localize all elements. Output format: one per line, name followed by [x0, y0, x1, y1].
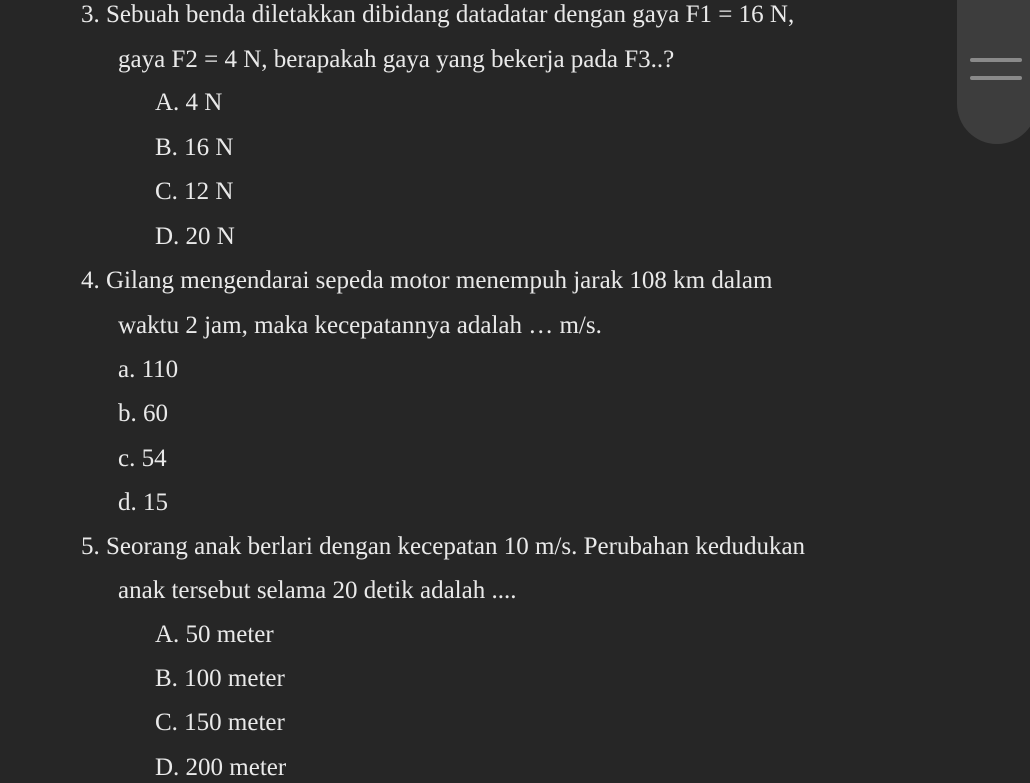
question-5-option-c: C. 150 meter: [155, 709, 285, 736]
question-3-option-c: C. 12 N: [155, 178, 234, 205]
question-5-text-continued: anak tersebut selama 20 detik adalah ....: [118, 577, 517, 604]
question-3-text-continued: gaya F2 = 4 N, berapakah gaya yang bekerja pada F3..?: [118, 46, 675, 73]
question-3-option-a: A. 4 N: [155, 89, 223, 116]
question-4-option-d: d. 15: [118, 489, 168, 516]
drag-handle-icon: [970, 76, 1022, 80]
question-4-text: 4. Gilang mengendarai sepeda motor menempuh jarak 108 km dalam: [81, 267, 773, 294]
question-4-option-a: a. 110: [118, 356, 179, 383]
question-5-option-d: D. 200 meter: [155, 754, 287, 781]
question-3-text: 3. Sebuah benda diletakkan dibidang datadatar dengan gaya F1 = 16 N,: [81, 1, 795, 28]
scroll-handle[interactable]: [957, 0, 1030, 144]
drag-handle-icon: [970, 58, 1022, 62]
question-3-option-b: B. 16 N: [155, 134, 234, 161]
question-4-text-continued: waktu 2 jam, maka kecepatannya adalah … m/s.: [118, 312, 602, 339]
question-5-option-b: B. 100 meter: [155, 665, 285, 692]
question-3-option-d: D. 20 N: [155, 223, 235, 250]
question-4-option-b: b. 60: [118, 400, 168, 427]
question-4-option-c: c. 54: [118, 445, 167, 472]
question-5-text: 5. Seorang anak berlari dengan kecepatan 10 m/s. Perubahan kedudukan: [81, 533, 806, 560]
question-5-option-a: A. 50 meter: [155, 621, 274, 648]
